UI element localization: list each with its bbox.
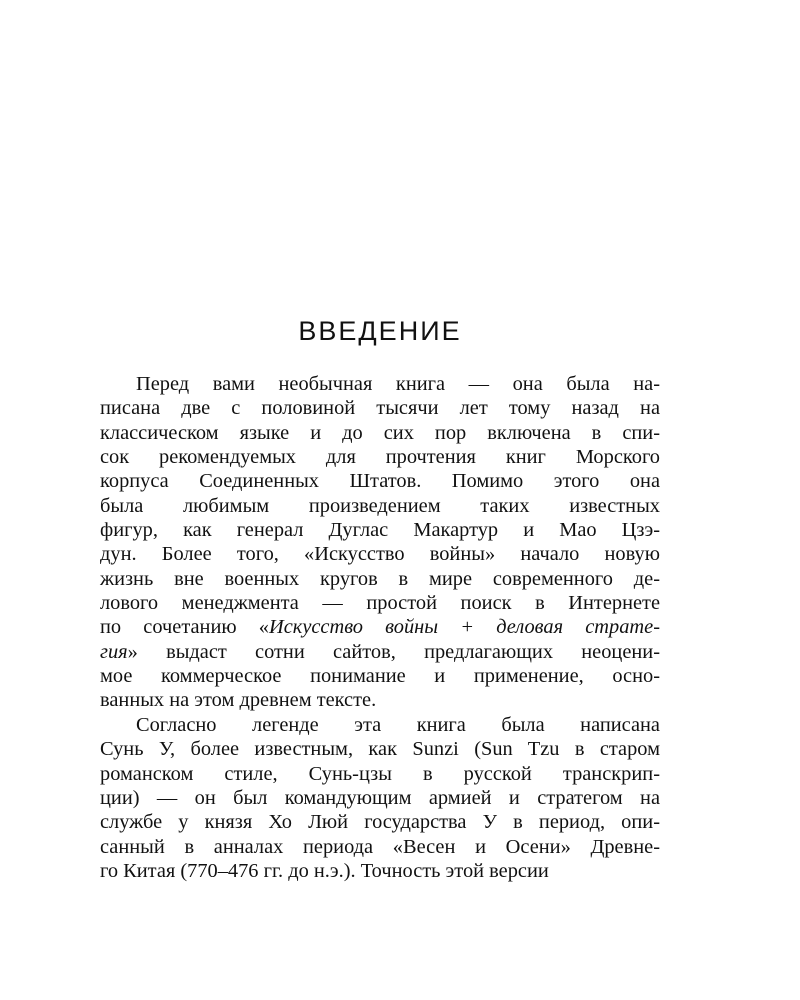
text-segment: фигур, как генерал Дуглас Макартур и Мао Цзэ- xyxy=(100,519,660,542)
text-segment: Перед вами необычная книга — она была на- xyxy=(136,373,660,395)
text-segment: корпуса Соединенных Штатов. Помимо этого она xyxy=(100,470,660,493)
text-line xyxy=(100,445,660,469)
text-line xyxy=(100,421,660,445)
text-segment: службе у князя Хо Люй государства У в период, опи- xyxy=(100,811,660,834)
text-segment: жизнь вне военных кругов в мире современного де- xyxy=(100,567,660,590)
text-segment: романском стиле, Сунь-цзы в русской транскрип- xyxy=(100,762,660,785)
text-line xyxy=(100,615,660,639)
text-line xyxy=(100,859,660,883)
text-line xyxy=(100,835,660,859)
body-text xyxy=(100,372,660,883)
text-line xyxy=(100,762,660,786)
text-segment: классическом языке и до сих пор включена в спи- xyxy=(100,421,660,444)
text-line xyxy=(100,737,660,761)
text-segment: Согласно легенде эта книга была написана xyxy=(136,713,660,736)
text-segment: писана две с половиной тысячи лет тому назад на xyxy=(100,397,660,420)
text-line xyxy=(100,640,660,664)
paragraph xyxy=(100,372,660,713)
text-segment: го Китая (770–476 гг. до н.э.). Точность этой версии xyxy=(100,859,549,882)
chapter-title: ВВЕДЕНИЕ xyxy=(298,316,462,346)
text-line xyxy=(100,396,660,420)
paragraph xyxy=(100,713,660,883)
text-segment: ванных на этом древнем тексте. xyxy=(100,689,377,712)
text-segment: ции) — он был командующим армией и стратегом на xyxy=(100,786,660,809)
text-line xyxy=(100,810,660,834)
text-line xyxy=(100,494,660,518)
text-line xyxy=(100,542,660,566)
text-segment: была любимым произведением таких известных xyxy=(100,494,660,517)
text-line xyxy=(100,688,660,712)
text-line xyxy=(100,786,660,810)
text-line xyxy=(100,518,660,542)
text-line xyxy=(100,372,660,396)
text-segment: мое коммерческое понимание и применение, осно- xyxy=(100,665,660,688)
text-line xyxy=(100,591,660,615)
text-segment: по сочетанию « xyxy=(100,616,269,639)
text-line xyxy=(100,664,660,688)
text-segment: Сунь У, более известным, как Sunzi (Sun Tzu в старом xyxy=(100,738,660,761)
text-segment: дун. Более того, «Искусство войны» начало новую xyxy=(100,543,660,566)
text-segment: санный в анналах периода «Весен и Осени» Древне- xyxy=(100,835,660,858)
text-line xyxy=(100,567,660,591)
text-line xyxy=(100,469,660,493)
text-segment: » выдаст сотни сайтов, предлагающих неоцени- xyxy=(127,640,660,663)
text-segment: сок рекомендуемых для прочтения книг Морского xyxy=(100,446,660,469)
text-line xyxy=(100,713,660,737)
italic-text: Искусство войны + деловая страте- xyxy=(269,616,660,639)
text-segment: лового менеджмента — простой поиск в Интернете xyxy=(100,592,660,615)
italic-text: гия xyxy=(100,640,128,663)
